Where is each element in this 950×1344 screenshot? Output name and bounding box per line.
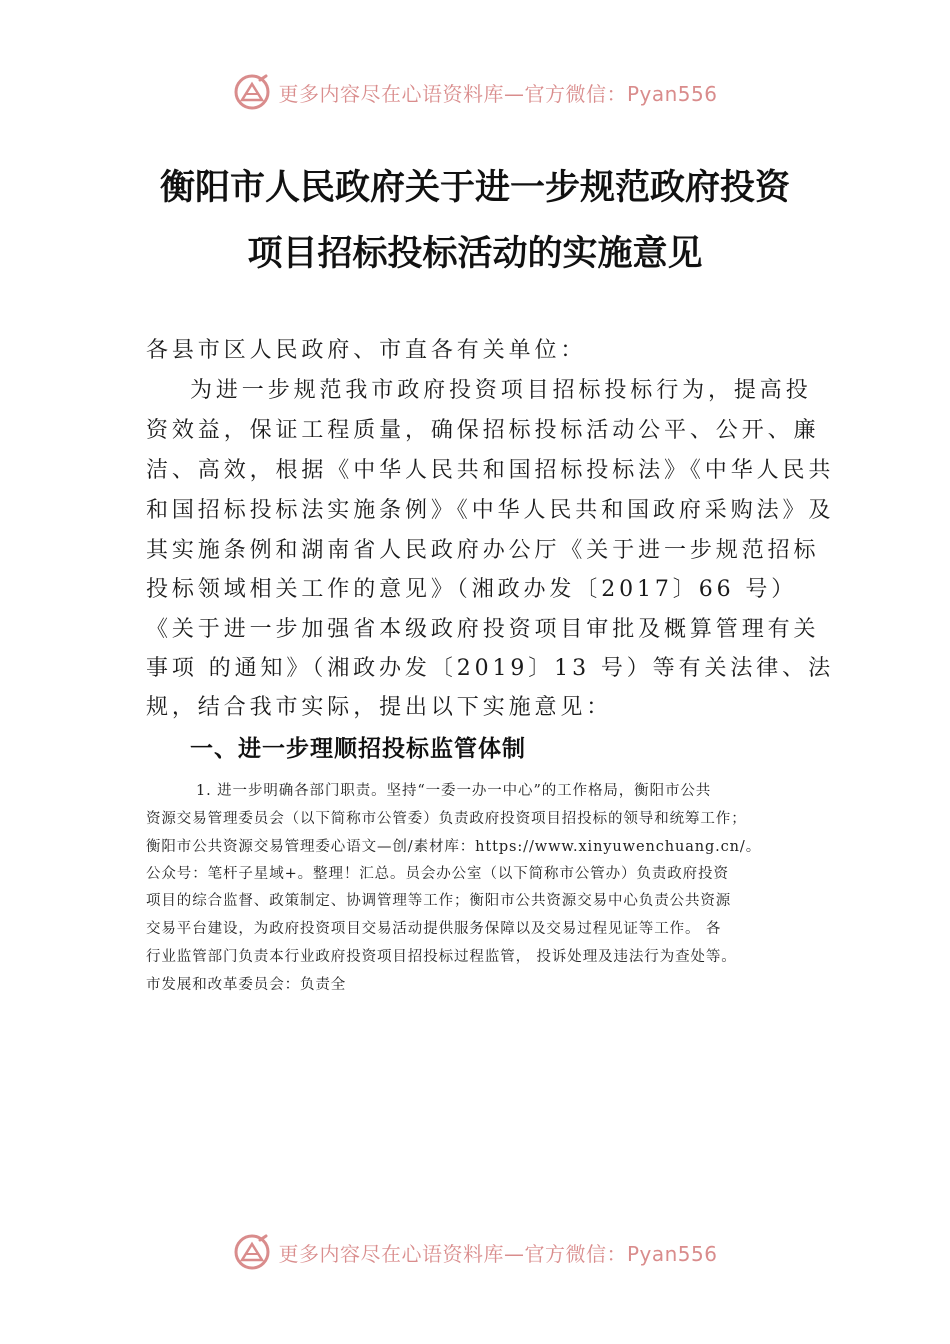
item-line: 交易平台建设，为政府投资项目交易活动提供服务保障以及交易过程见证等工作。 各 [146,921,722,937]
paragraph-line: 洁、高效，根据《中华人民共和国招标投标法》《中华人民共 [146,458,835,483]
paragraph-line: 规，结合我市实际，提出以下实施意见： [146,695,613,720]
paragraph-line: 为进一步规范我市政府投资项目招标投标行为，提高投 [190,378,812,403]
paragraph-line: 投标领域相关工作的意见》（湘政办发〔2017〕66 号） [146,577,798,602]
item-line: 1. 进一步明确各部门职责。坚持“一委一办一中心”的工作格局，衡阳市公共 [196,783,712,799]
item-line: 资源交易管理委员会（以下简称市公管委）负责政府投资项目招投标的领导和统筹工作； [146,811,747,827]
document-title-line-1: 衡阳市人民政府关于进一步规范政府投资 [159,167,790,208]
item-line: 项目的综合监督、政策制定、协调管理等工作；衡阳市公共资源交易中心负责公共资源 [146,893,732,909]
watermark-text: 更多内容尽在心语资料库—官方微信：Pyan556 [278,1241,718,1266]
watermark-banner-bottom [0,1230,950,1274]
paragraph-line: 《关于进一步加强省本级政府投资项目审批及概算管理有关 [146,617,820,642]
paragraph-line: 其实施条例和湖南省人民政府办公厅《关于进一步规范招标 [146,538,820,563]
paragraph-line: 和国招标投标法实施条例》《中华人民共和国政府采购法》及 [146,498,835,523]
watermark-text: 更多内容尽在心语资料库—官方微信：Pyan556 [278,81,718,106]
item-line: 衡阳市公共资源交易管理委心语文—创/素材库：https://www.xinyuwenchuang.cn/。 [146,839,762,855]
paragraph-line: 资效益，保证工程质量，确保招标投标活动公平、公开、廉 [146,418,820,443]
seal-logo-icon [232,72,272,112]
item-line: 市发展和改革委员会：负责全 [146,977,347,993]
seal-logo-icon [232,1232,272,1272]
salutation: 各县市区人民政府、市直各有关单位： [146,338,587,363]
document-title-line-2: 项目招标投标活动的实施意见 [247,233,703,274]
watermark-banner-top [0,70,950,114]
item-line: 行业监管部门负责本行业政府投资项目招投标过程监管， 投诉处理及违法行为查处等。 [146,949,737,965]
section-heading: 一、进一步理顺招投标监管体制 [190,736,526,762]
item-line: 公众号：笔杆子星域+。整理！汇总。员会办公室（以下简称市公管办）负责政府投资 [146,866,729,882]
paragraph-line: 事项 的通知》（湘政办发〔2019〕13 号）等有关法律、法 [146,656,834,681]
